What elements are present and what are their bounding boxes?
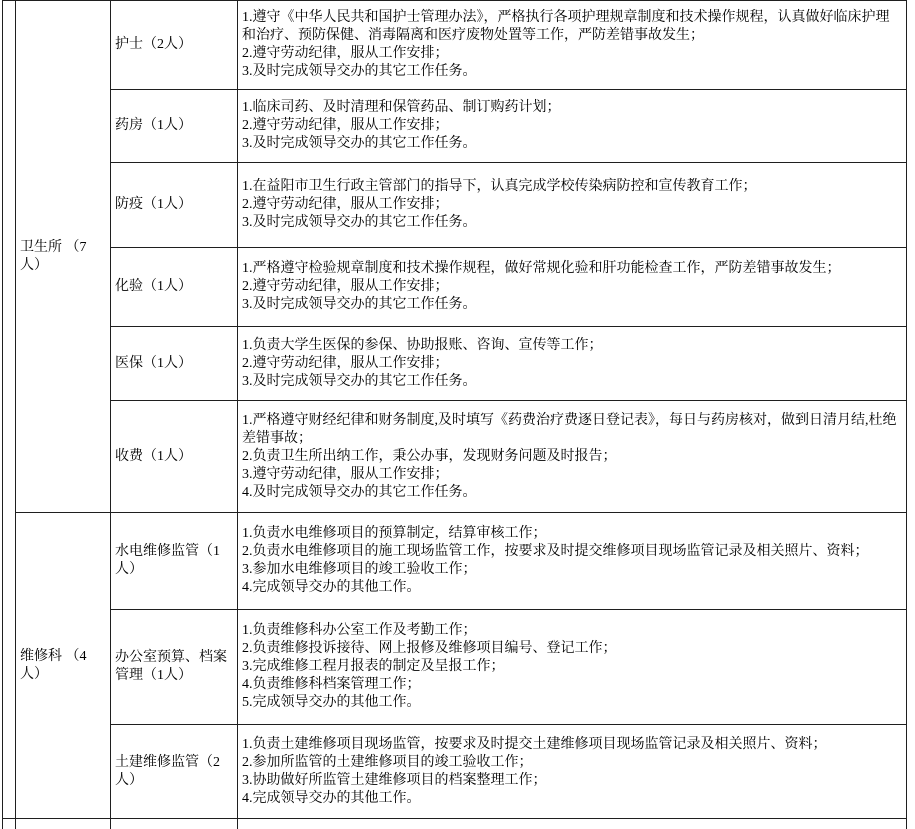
table-row [3,248,907,327]
table-row [3,725,907,819]
duty-item: 2.负责维修投诉接待、网上报修及维修项目编号、登记工作； [242,641,617,656]
duties-cell [238,401,907,513]
duty-item: 3.参加水电维修项目的竣工验收工作； [242,562,477,577]
position-cell: 水电维修监管（1人） [111,513,238,610]
job-duties-table [2,0,907,829]
duty-item: 1.遵守《中华人民共和国护士管理办法》，严格执行各项护理规章制度和技术操作规程，认真做好临床护理和治疗、预防保健、消毒隔离和医疗废物处置等工作，严防差错事故发生； [242,10,890,43]
position-cell: 护士（2人） [111,1,238,90]
duty-item: 1.负责土建维修项目现场监管，按要求及时提交土建维修项目现场监管记录及相关照片、资料； [242,736,827,752]
duty-item: 4.及时完成领导交办的其它工作任务。 [242,484,477,500]
duty-item: 3.及时完成领导交办的其它工作任务。 [242,64,477,79]
position-cell-empty [111,819,238,829]
table-row [3,90,907,163]
duty-item: 4.负责维修科档案管理工作； [242,677,421,692]
duties-cell [238,513,907,610]
position-cell: 办公室预算、档案管理（1人） [111,610,238,725]
duties-cell [238,725,907,819]
position-cell: 药房（1人） [111,90,238,163]
duty-item: 1.负责维修科办公室工作及考勤工作； [242,623,477,638]
position-cell: 收费（1人） [111,401,238,513]
position-cell: 化验（1人） [111,248,238,327]
duties-cell-empty [238,819,907,829]
duty-item: 3.协助做好所监管土建维修项目的档案整理工作； [242,772,547,788]
duty-item: 4.完成领导交办的其他工作。 [242,580,421,595]
duty-item: 1.严格遵守检验规章制度和技术操作规程，做好常规化验和肝功能检查工作，严防差错事故发生； [242,261,841,276]
duties-cell [238,610,907,725]
duty-item: 2.负责卫生所出纳工作，秉公办事，发现财务问题及时报告； [242,448,617,464]
table-row [3,163,907,248]
duties-cell [238,163,907,248]
duty-item: 1.负责水电维修项目的预算制定，结算审核工作； [242,526,547,541]
duties-cell [238,327,907,401]
duty-item: 3.完成维修工程月报表的制定及呈报工作； [242,659,505,674]
table-row [3,610,907,725]
duties-cell [238,1,907,90]
left-margin-cell [3,1,16,819]
position-cell: 防疫（1人） [111,163,238,248]
department-cell: 维修科 （4人） [16,513,111,819]
table-row [3,1,907,90]
table-row [3,513,907,610]
duty-item: 1.负责大学生医保的参保、协助报账、咨询、宣传等工作； [242,337,603,353]
duty-item: 1.严格遵守财经纪律和财务制度,及时填写《药费治疗费逐日登记表》，每日与药房核对，做到日清月结,杜绝差错事故； [242,412,897,446]
duty-item: 3.遵守劳动纪律，服从工作安排； [242,466,449,482]
table-row [3,401,907,513]
duty-item: 2.遵守劳动纪律，服从工作安排； [242,279,449,294]
position-cell: 医保（1人） [111,327,238,401]
position-cell: 土建维修监管（2人） [111,725,238,819]
duty-item: 3.及时完成领导交办的其它工作任务。 [242,136,477,151]
duty-item: 1.在益阳市卫生行政主管部门的指导下，认真完成学校传染病防控和宣传教育工作； [242,179,757,194]
duty-item: 2.遵守劳动纪律，服从工作安排； [242,118,449,133]
duty-item: 3.及时完成领导交办的其它工作任务。 [242,297,477,312]
table-row-cutoff [3,819,907,829]
department-cell-empty [16,819,111,829]
duty-item: 2.遵守劳动纪律，服从工作安排； [242,197,449,212]
table-row [3,327,907,401]
duty-item: 4.完成领导交办的其他工作。 [242,790,421,806]
duty-item: 5.完成领导交办的其他工作。 [242,695,421,710]
duty-item: 1.临床司药、及时清理和保管药品、制订购药计划； [242,100,561,115]
duty-item: 2.遵守劳动纪律，服从工作安排； [242,46,449,61]
duty-item: 2.负责水电维修项目的施工现场监管工作，按要求及时提交维修项目现场监管记录及相关照片、资料； [242,544,869,559]
duties-cell [238,248,907,327]
duties-cell [238,90,907,163]
duty-item: 2.遵守劳动纪律，服从工作安排； [242,355,449,371]
duty-item: 3.及时完成领导交办的其它工作任务。 [242,373,477,389]
department-cell: 卫生所 （7人） [16,1,111,513]
duty-item: 2.参加所监管的土建维修项目的竣工验收工作； [242,754,533,770]
duty-item: 3.及时完成领导交办的其它工作任务。 [242,215,477,230]
left-margin-cell [3,819,16,829]
